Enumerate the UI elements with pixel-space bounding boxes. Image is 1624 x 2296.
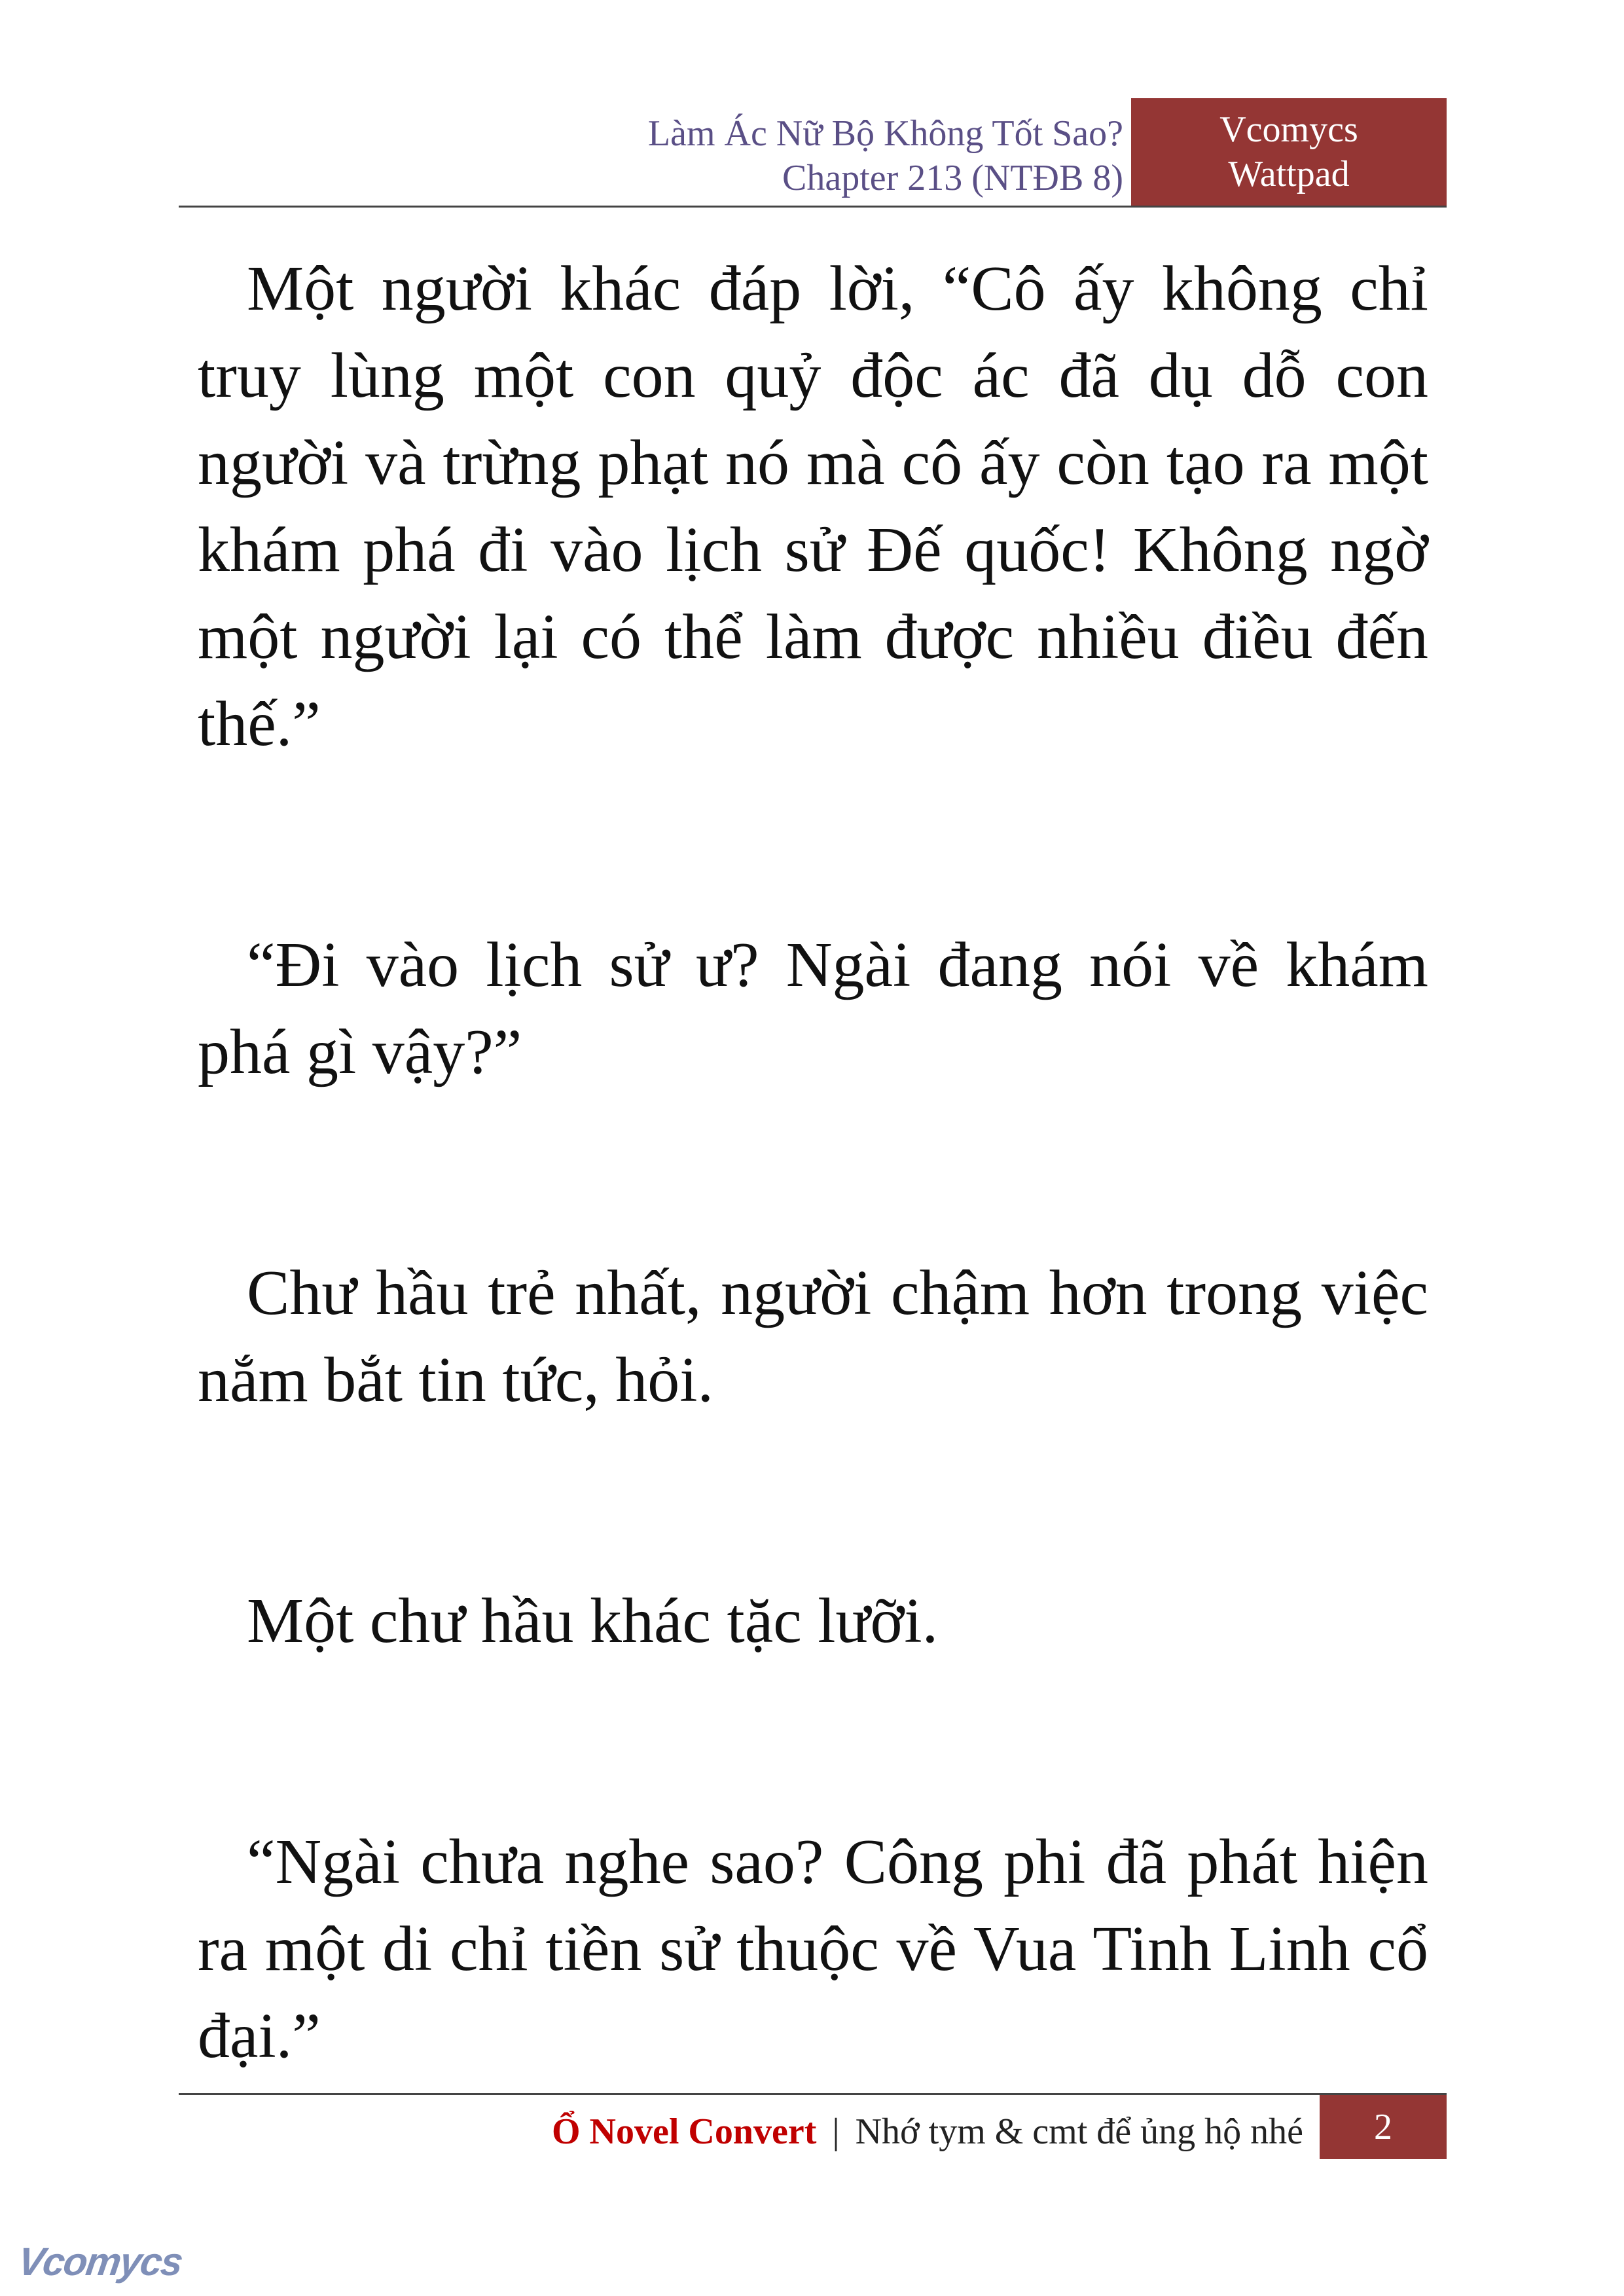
footer-line — [552, 2103, 1303, 2160]
footer-brand: Ổ Novel Convert — [552, 2111, 817, 2152]
paragraph: Chư hầu trẻ nhất, người chậm hơn trong việc nắm bắt tin tức, hỏi. — [198, 1258, 1428, 1415]
running-header — [648, 111, 1123, 200]
chapter-label: Chapter 213 (NTĐB 8) — [782, 158, 1123, 198]
chapter-body — [198, 246, 1428, 2080]
source-tag-line1: Vcomycs — [1219, 109, 1358, 150]
paragraph: Một người khác đáp lời, “Cô ấy không chỉ truy lùng một con quỷ độc ác đã dụ dỗ con người và trừng phạt nó mà cô ấy còn tạo ra một khám phá đi vào lịch sử Đế quốc! Không ngờ một người lại có thể làm được nhiều điều đến thế.” — [198, 253, 1428, 759]
paragraph: “Ngài chưa nghe sao? Công phi đã phát hiện ra một di chỉ tiền sử thuộc về Vua Tinh Linh cổ đại.” — [198, 1827, 1428, 2071]
page-number: 2 — [1320, 2095, 1447, 2159]
watermark-logo: Vcomycs — [15, 2240, 185, 2284]
footer-separator: | — [832, 2111, 840, 2152]
source-tag — [1131, 98, 1447, 206]
footer-note: Nhớ tym & cmt để ủng hộ nhé — [855, 2111, 1303, 2152]
book-title: Làm Ác Nữ Bộ Không Tốt Sao? — [647, 113, 1123, 154]
footer-divider — [179, 2093, 1447, 2095]
paragraph: “Đi vào lịch sử ư? Ngài đang nói về khám phá gì vậy?” — [198, 930, 1428, 1087]
paragraph: Một chư hầu khác tặc lưỡi. — [247, 1586, 939, 1656]
header-divider — [179, 206, 1447, 208]
source-tag-line2: Wattpad — [1228, 154, 1350, 194]
